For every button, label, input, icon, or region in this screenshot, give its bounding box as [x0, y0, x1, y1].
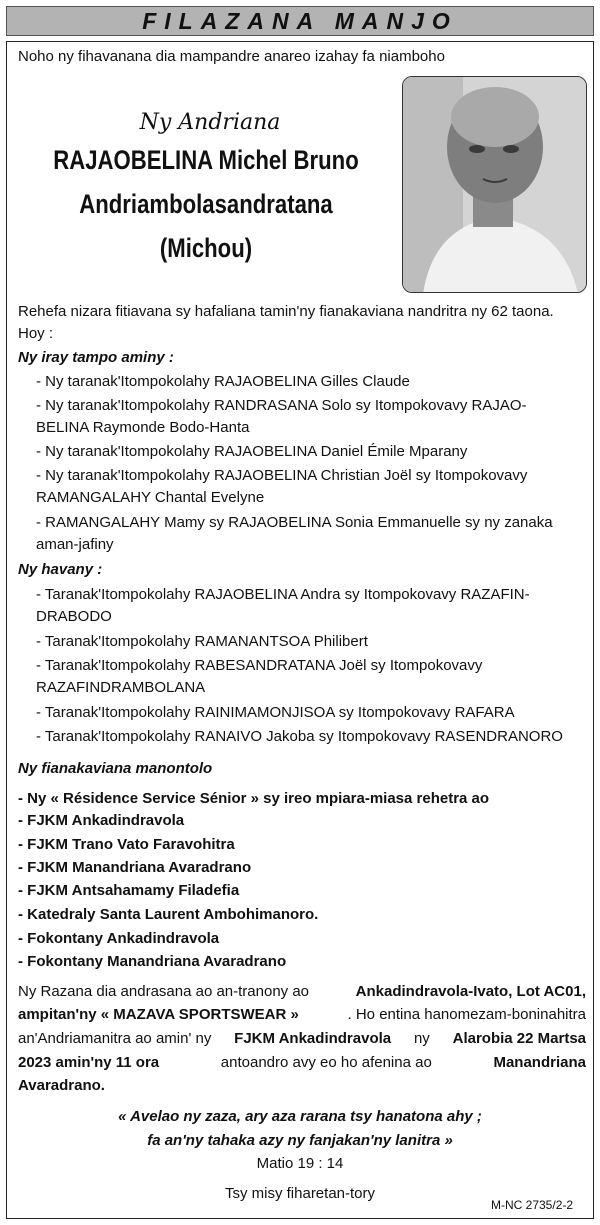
list-item: - Fokontany Manandriana Avaradrano: [18, 953, 287, 970]
burial-place: Manandriana: [493, 1054, 586, 1071]
list-item: - Ny taranak'Itompokolahy RAJAOBELINA Daniel Émile Mparany: [36, 443, 468, 460]
funeral-landmark: ampitan'ny « MAZAVA SPORTSWEAR »: [18, 1006, 299, 1023]
list-item: - RAMANGALAHY Mamy sy RAJAOBELINA Sonia Emmanuelle sy ny zanaka: [36, 514, 553, 531]
list-item: - Ny taranak'Itompokolahy RANDRASANA Solo sy Itompokovavy RAJAO-: [36, 397, 527, 414]
section-siblings-title: Ny iray tampo aminy :: [18, 349, 174, 366]
portrait-photo: [402, 76, 587, 293]
list-item: - Taranak'Itompokolahy RAINIMAMONJISOA sy Itompokovavy RAFARA: [36, 704, 515, 721]
funeral-text: antoandro avy eo ho afenina ao: [220, 1054, 432, 1071]
list-item: RAZAFINDRAMBOLANA: [36, 679, 206, 696]
list-item: - FJKM Manandriana Avaradrano: [18, 859, 252, 876]
verse-line: « Avelao ny zaza, ary aza rarana tsy hanatona ahy ;: [118, 1108, 482, 1125]
list-item: - Taranak'Itompokolahy RABESANDRATANA Joël sy Itompokovavy: [36, 657, 483, 674]
funeral-paragraph-line: [18, 1030, 586, 1047]
list-item: - FJKM Antsahamamy Filadefia: [18, 882, 240, 899]
funeral-church: FJKM Ankadindravola: [234, 1030, 392, 1047]
honorific: Ny Andriana: [139, 110, 281, 135]
list-item: - Taranak'Itompokolahy RAMANANTSOA Philibert: [36, 633, 368, 650]
verse-line: fa an'ny tahaka azy ny fanjakan'ny lanitra »: [147, 1132, 453, 1149]
deceased-name: RAJAOBELINA Michel Bruno: [53, 145, 359, 175]
intro-text: Noho ny fihavanana dia mampandre anareo izahay fa niamboho: [18, 48, 445, 65]
section-family-title: Ny fianakaviana manontolo: [18, 760, 213, 777]
list-item: - Ny « Résidence Service Sénior » sy ireo mpiara-miasa rehetra ao: [18, 790, 490, 807]
list-item: aman-jafiny: [36, 536, 114, 553]
list-item: - FJKM Trano Vato Faravohitra: [18, 836, 235, 853]
list-item: RAMANGALAHY Chantal Evelyne: [36, 489, 265, 506]
funeral-date: Alarobia 22 Martsa: [452, 1030, 586, 1047]
funeral-text: Ny Razana dia andrasana ao an-tranony ao: [18, 983, 310, 1000]
lead-hoy: Hoy :: [18, 325, 54, 342]
list-item: - Katedraly Santa Laurent Ambohimanoro.: [18, 906, 319, 923]
funeral-text: . Ho entina hanomezam-boninahitra: [347, 1006, 586, 1023]
funeral-location: Ankadindravola-Ivato, Lot AC01,: [355, 983, 586, 1000]
funeral-paragraph-line: [18, 1054, 586, 1071]
lead-line: Rehefa nizara fitiavana sy hafaliana tamin'ny fianakaviana nandritra ny 62 taona.: [18, 303, 554, 320]
footer-note: Tsy misy fiharetan-tory: [224, 1185, 376, 1202]
list-item: - Ny taranak'Itompokolahy RAJAOBELINA Gilles Claude: [36, 373, 410, 390]
notice-code: M-NC 2735/2-2: [491, 1198, 574, 1212]
funeral-paragraph-line: [18, 1006, 586, 1023]
list-item: DRABODO: [36, 608, 112, 625]
section-relatives-title: Ny havany :: [18, 561, 103, 578]
list-item: - Taranak'Itompokolahy RAJAOBELINA Andra sy Itompokovavy RAZAFIN-: [36, 586, 530, 603]
burial-place-cont: Avaradrano.: [18, 1077, 105, 1094]
portrait-photo-icon: [403, 77, 587, 293]
list-item: - Taranak'Itompokolahy RANAIVO Jakoba sy Itompokovavy RASENDRANORO: [36, 728, 563, 745]
funeral-text: ny: [413, 1030, 430, 1047]
deceased-nickname: (Michou): [159, 233, 253, 263]
funeral-paragraph-line: [18, 983, 586, 1000]
list-item: - FJKM Ankadindravola: [18, 812, 185, 829]
verse-reference: Matio 19 : 14: [256, 1155, 344, 1172]
list-item: BELINA Raymonde Bodo-Hanta: [36, 419, 250, 436]
list-item: - Fokontany Ankadindravola: [18, 930, 220, 947]
funeral-text: an'Andriamanitra ao amin' ny: [18, 1030, 212, 1047]
list-item: - Ny taranak'Itompokolahy RAJAOBELINA Christian Joël sy Itompokovavy: [36, 467, 528, 484]
funeral-time: 2023 amin'ny 11 ora: [18, 1054, 160, 1071]
banner-title: FILAZANA MANJO: [6, 6, 594, 36]
deceased-title-name: Andriambolasandratana: [79, 189, 333, 219]
